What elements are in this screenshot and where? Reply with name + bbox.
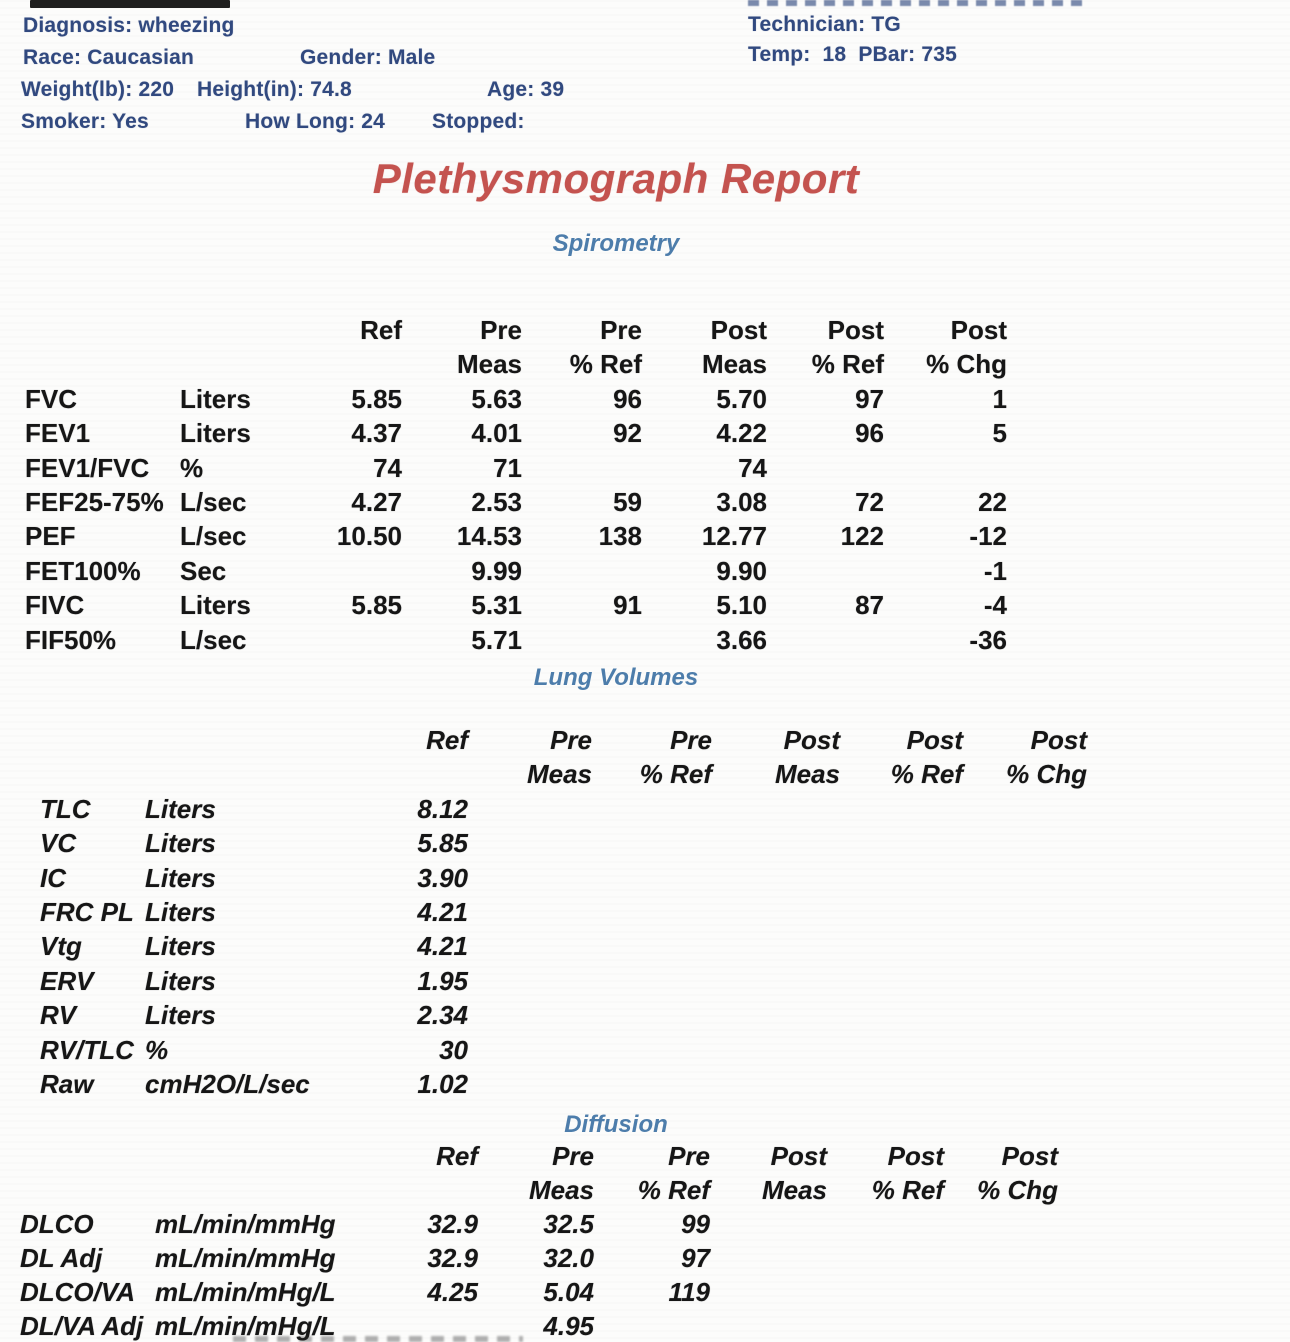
spacer [155, 1174, 320, 1208]
val-pre-pct-ref: 119 [668, 1277, 710, 1307]
patient-race: Race: Caucasian [23, 46, 195, 69]
val-post-meas [712, 930, 840, 964]
val-post-meas [710, 1310, 827, 1342]
patient-height: Height(in): 74.8 [197, 78, 352, 101]
val-post-meas: 3.08 [716, 486, 767, 517]
val-pre-pct-ref [592, 1068, 712, 1102]
val-post-pct-chg: -1 [983, 555, 1007, 586]
technician: Technician: TG [748, 13, 901, 36]
val-post-pct-ref: 96 [855, 418, 884, 449]
val-ref: 32.9 [427, 1209, 478, 1239]
val-ref: 1.02 [417, 1068, 468, 1099]
val-post-pct-ref [840, 999, 963, 1033]
val-pre-meas: 32.5 [543, 1209, 594, 1239]
col-header-ref: Ref [426, 725, 468, 755]
val-post-meas [712, 1034, 840, 1068]
col-subheader-pct-ref: % Ref [639, 759, 712, 790]
col-header-post: Post [783, 725, 840, 755]
val-pre-meas: 32.0 [543, 1243, 594, 1273]
val-ref: 74 [373, 452, 402, 483]
val-ref: 4.25 [427, 1277, 478, 1307]
val-post-meas [710, 1242, 827, 1276]
cropped-physician-line-fragment [748, 0, 1083, 6]
col-header-post: Post [770, 1141, 827, 1171]
col-subheader-pct-ref: % Ref [569, 349, 642, 380]
col-header-ref: Ref [360, 315, 402, 345]
row-label: FEV1 [25, 418, 91, 449]
val-pre-meas: 5.04 [543, 1277, 594, 1307]
val-post-pct-ref [767, 555, 884, 589]
val-post-pct-ref [840, 965, 963, 999]
col-header-pre: Pre [552, 1141, 594, 1171]
val-post-meas: 5.10 [716, 590, 767, 621]
val-post-meas: 9.90 [716, 555, 767, 586]
row-unit: % [145, 1034, 169, 1065]
val-ref: 5.85 [417, 828, 468, 859]
row-unit: Liters [180, 418, 251, 449]
col-subheader-meas: Meas [761, 1175, 827, 1205]
col-header-post: Post [950, 315, 1007, 345]
val-post-meas: 4.22 [716, 418, 767, 449]
val-post-pct-chg [963, 1034, 1087, 1068]
col-subheader [320, 1174, 478, 1208]
section-heading-spirometry: Spirometry [552, 230, 680, 257]
row-unit: Liters [180, 383, 251, 414]
row-label: DLCO/VA [20, 1277, 136, 1307]
col-header-post: Post [1001, 1141, 1058, 1171]
val-post-pct-chg [944, 1310, 1058, 1342]
row-label: DL/VA Adj [20, 1311, 144, 1341]
val-post-pct-ref [840, 1068, 963, 1102]
val-pre-pct-ref [594, 1310, 710, 1342]
val-pre-pct-ref [592, 896, 712, 930]
col-header-pre: Pre [670, 725, 712, 755]
row-unit: mL/min/mmHg [155, 1243, 336, 1273]
val-post-meas [712, 965, 840, 999]
val-pre-pct-ref [592, 965, 712, 999]
val-post-meas [710, 1208, 827, 1242]
val-post-pct-chg [963, 999, 1087, 1033]
val-ref: 5.85 [351, 383, 402, 414]
val-pre-pct-ref: 91 [613, 590, 642, 621]
col-header-post: Post [827, 315, 884, 345]
val-ref: 30 [439, 1034, 468, 1065]
val-ref: 4.21 [417, 896, 468, 927]
val-ref: 10.50 [336, 521, 402, 552]
val-pre-pct-ref: 99 [681, 1209, 710, 1239]
val-post-pct-ref [827, 1310, 944, 1342]
val-post-meas: 3.66 [716, 624, 767, 655]
val-post-pct-chg: 22 [978, 486, 1007, 517]
val-ref: 4.37 [351, 418, 402, 449]
row-label: FET100% [25, 555, 141, 586]
col-subheader-meas: Meas [456, 349, 522, 380]
spacer [155, 1140, 320, 1174]
diffusion-table [20, 1140, 1058, 1342]
col-header-pre: Pre [480, 315, 522, 345]
val-post-pct-ref [840, 896, 963, 930]
section-heading-diffusion: Diffusion [564, 1111, 668, 1138]
val-post-pct-ref: 122 [840, 521, 884, 552]
patient-diagnosis: Diagnosis: wheezing [23, 14, 235, 37]
val-pre-meas: 5.63 [471, 383, 522, 414]
val-pre-pct-ref [592, 930, 712, 964]
val-post-pct-chg [884, 452, 1007, 486]
val-post-pct-chg: 1 [992, 383, 1007, 414]
val-pre-meas [468, 930, 592, 964]
val-ref [292, 555, 402, 589]
val-post-pct-ref: 72 [855, 486, 884, 517]
col-header-post: Post [887, 1141, 944, 1171]
val-ref: 8.12 [417, 793, 468, 824]
val-pre-pct-ref [592, 862, 712, 896]
row-label: DL Adj [20, 1243, 103, 1273]
spirometry-table [25, 314, 1007, 658]
val-pre-meas: 9.99 [471, 555, 522, 586]
spacer [25, 314, 180, 348]
val-pre-meas [468, 999, 592, 1033]
val-post-pct-chg: -4 [983, 590, 1007, 621]
val-post-meas: 74 [738, 452, 767, 483]
val-post-pct-chg [963, 930, 1087, 964]
val-post-pct-ref [840, 793, 963, 827]
row-label: RV/TLC [40, 1034, 134, 1065]
col-header-pre: Pre [550, 725, 592, 755]
col-subheader-pct-ref: % Ref [871, 1175, 944, 1205]
val-post-pct-chg [963, 965, 1087, 999]
val-post-pct-ref [840, 930, 963, 964]
row-unit: Liters [180, 590, 251, 621]
patient-weight: Weight(lb): 220 [21, 78, 175, 101]
val-pre-pct-ref: 96 [613, 383, 642, 414]
val-post-pct-chg [963, 793, 1087, 827]
val-post-pct-ref [827, 1242, 944, 1276]
val-post-meas [710, 1276, 827, 1310]
spacer [145, 724, 300, 758]
val-ref: 5.85 [351, 590, 402, 621]
val-post-pct-ref [840, 862, 963, 896]
row-label: FEV1/FVC [25, 452, 150, 483]
val-pre-pct-ref [522, 452, 642, 486]
val-pre-pct-ref: 92 [613, 418, 642, 449]
col-header-pre: Pre [600, 315, 642, 345]
row-unit: mL/min/mmHg [155, 1209, 336, 1239]
patient-age: Age: 39 [487, 78, 565, 101]
section-heading-lung-volumes: Lung Volumes [533, 664, 699, 691]
val-pre-meas: 5.71 [471, 624, 522, 655]
row-unit: mL/min/mHg/L [155, 1277, 336, 1307]
val-post-pct-ref [767, 624, 884, 658]
row-unit: cmH2O/L/sec [145, 1068, 310, 1099]
spacer [180, 314, 292, 348]
val-pre-pct-ref [522, 555, 642, 589]
patient-gender: Gender: Male [300, 46, 436, 69]
val-pre-pct-ref: 59 [613, 486, 642, 517]
val-pre-meas: 71 [493, 452, 522, 483]
col-header-post: Post [1030, 725, 1087, 755]
val-pre-meas: 2.53 [471, 486, 522, 517]
val-post-meas: 5.70 [716, 383, 767, 414]
val-pre-meas: 14.53 [456, 521, 522, 552]
val-pre-meas [468, 793, 592, 827]
row-unit: Liters [145, 828, 216, 859]
val-pre-pct-ref [592, 999, 712, 1033]
col-subheader-pct-ref: % Ref [811, 349, 884, 380]
val-pre-meas [468, 1068, 592, 1102]
col-subheader-meas: Meas [774, 759, 840, 790]
page-title: Plethysmograph Report [372, 155, 860, 202]
val-post-pct-ref [840, 1034, 963, 1068]
col-subheader-pct-ref: % Ref [890, 759, 963, 790]
spacer [20, 1140, 155, 1174]
val-pre-pct-ref [592, 827, 712, 861]
patient-smoker: Smoker: Yes [21, 110, 149, 133]
lung-volumes-table [40, 724, 1087, 1102]
row-label: Raw [40, 1068, 94, 1099]
val-pre-meas [468, 1034, 592, 1068]
val-post-meas [712, 999, 840, 1033]
col-subheader-pct-chg: % Chg [1006, 759, 1087, 790]
patient-smoker-how-long: How Long: 24 [245, 110, 386, 133]
val-pre-meas: 4.95 [543, 1311, 594, 1341]
spacer [40, 758, 145, 792]
val-ref: 32.9 [427, 1243, 478, 1273]
val-post-pct-ref [827, 1276, 944, 1310]
val-pre-pct-ref: 138 [598, 521, 642, 552]
row-unit: % [180, 452, 204, 483]
val-pre-pct-ref [522, 624, 642, 658]
val-post-pct-chg: 5 [992, 418, 1007, 449]
val-post-pct-chg [944, 1276, 1058, 1310]
row-label: FEF25-75% [25, 486, 164, 517]
col-subheader-meas: Meas [528, 1175, 594, 1205]
row-label: Vtg [40, 931, 82, 962]
val-post-pct-chg [963, 1068, 1087, 1102]
col-subheader [292, 348, 402, 382]
col-header-post: Post [906, 725, 963, 755]
val-ref: 1.95 [417, 965, 468, 996]
val-post-pct-chg [944, 1208, 1058, 1242]
row-unit: Liters [145, 793, 216, 824]
val-post-meas [712, 793, 840, 827]
val-post-meas: 12.77 [701, 521, 767, 552]
val-post-pct-chg: -36 [969, 624, 1007, 655]
val-ref: 2.34 [417, 1000, 468, 1031]
row-label: FIVC [25, 590, 85, 621]
val-ref: 4.21 [417, 931, 468, 962]
spacer [145, 758, 300, 792]
val-post-pct-ref: 87 [855, 590, 884, 621]
row-unit: Liters [145, 862, 216, 893]
val-pre-meas: 5.31 [471, 590, 522, 621]
row-label: TLC [40, 793, 91, 824]
val-post-pct-ref [827, 1208, 944, 1242]
row-unit: Sec [180, 555, 227, 586]
val-pre-meas [468, 965, 592, 999]
val-pre-meas [468, 896, 592, 930]
row-unit: Liters [145, 896, 216, 927]
val-pre-meas: 4.01 [471, 418, 522, 449]
val-post-meas [712, 1068, 840, 1102]
col-header-ref: Ref [436, 1141, 478, 1171]
val-ref: 3.90 [417, 862, 468, 893]
col-subheader-meas: Meas [701, 349, 767, 380]
row-label: IC [40, 862, 66, 893]
row-unit: L/sec [180, 521, 247, 552]
redacted-name-bar [30, 0, 230, 8]
row-label: FIF50% [25, 624, 117, 655]
val-post-pct-ref [840, 827, 963, 861]
val-pre-meas [468, 862, 592, 896]
row-unit: Liters [145, 1000, 216, 1031]
val-post-pct-chg [944, 1242, 1058, 1276]
col-header-pre: Pre [668, 1141, 710, 1171]
val-ref: 4.27 [351, 486, 402, 517]
row-label: FRC PL [40, 896, 134, 927]
val-post-pct-chg [963, 827, 1087, 861]
spacer [20, 1174, 155, 1208]
spacer [25, 348, 180, 382]
row-label: FVC [25, 383, 77, 414]
row-label: VC [40, 828, 77, 859]
row-label: RV [40, 1000, 77, 1031]
val-ref [292, 624, 402, 658]
val-post-pct-chg: -12 [969, 521, 1007, 552]
row-unit: L/sec [180, 486, 247, 517]
val-pre-pct-ref [592, 1034, 712, 1068]
val-post-meas [712, 827, 840, 861]
val-post-pct-chg [963, 862, 1087, 896]
val-post-pct-ref: 97 [855, 383, 884, 414]
val-post-meas [712, 862, 840, 896]
row-unit: Liters [145, 931, 216, 962]
cropped-text-fragment-bottom [233, 1336, 523, 1342]
val-post-meas [712, 896, 840, 930]
val-pre-meas [468, 827, 592, 861]
val-pre-pct-ref [592, 793, 712, 827]
row-unit: mL/min/mHg/L [155, 1311, 336, 1341]
col-subheader-pct-chg: % Chg [977, 1175, 1058, 1205]
patient-smoker-stopped: Stopped: [432, 110, 525, 133]
col-subheader-meas: Meas [526, 759, 592, 790]
row-unit: L/sec [180, 624, 247, 655]
spacer [40, 724, 145, 758]
col-subheader [300, 758, 468, 792]
val-pre-pct-ref: 97 [681, 1243, 710, 1273]
row-label: DLCO [20, 1209, 94, 1239]
val-post-pct-chg [963, 896, 1087, 930]
temp-pbar: Temp: 18 PBar: 735 [748, 43, 958, 66]
col-subheader-pct-chg: % Chg [926, 349, 1007, 380]
row-label: PEF [25, 521, 76, 552]
col-header-post: Post [710, 315, 767, 345]
spacer [180, 348, 292, 382]
val-post-pct-ref [767, 452, 884, 486]
col-subheader-pct-ref: % Ref [637, 1175, 710, 1205]
row-unit: Liters [145, 965, 216, 996]
row-label: ERV [40, 965, 94, 996]
